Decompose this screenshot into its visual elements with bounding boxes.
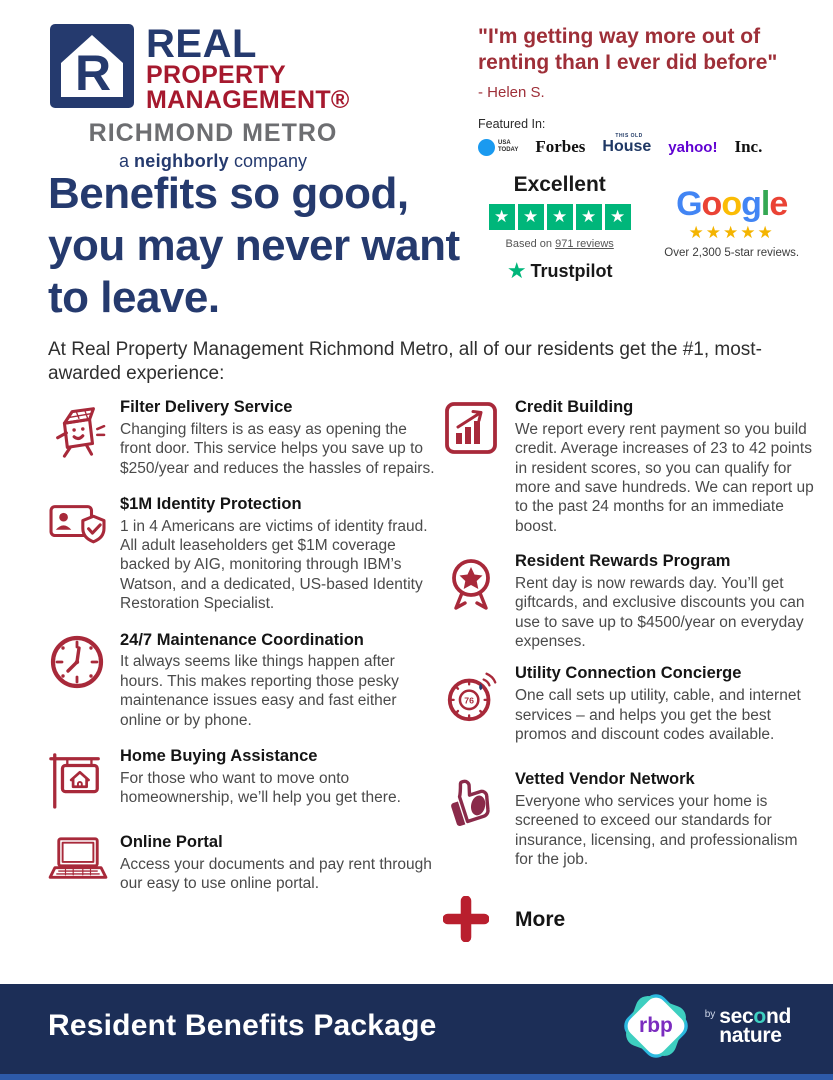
footer-bar: [0, 984, 833, 1080]
benefit-description: It always seems like things happen after hours. This makes reporting those pesky maintenance issues easy and fast either online or by phone.: [120, 653, 399, 729]
sn-nature: nature: [719, 1024, 782, 1047]
google-letter: e: [769, 185, 788, 224]
trustpilot-stars: [478, 204, 641, 230]
inc-logo: Inc.: [734, 137, 763, 157]
trustpilot-rating-label: Excellent: [513, 173, 606, 197]
sn-o: o: [753, 1004, 766, 1028]
benefit-description: Changing filters is as easy as opening the front door. This service helps you save up to $250/year and reduces the hassles of repairs.: [120, 420, 435, 477]
forbes-logo: Forbes: [535, 137, 586, 157]
google-letter: g: [741, 185, 761, 224]
tagline-a: a: [118, 150, 129, 171]
benefit-title: Home Buying Assistance: [120, 746, 318, 765]
tagline-company: company: [234, 150, 308, 171]
google-star-icon: ★: [688, 223, 706, 243]
usa-today-text1: USA: [498, 140, 511, 147]
benefit-description: One call sets up utility, cable, and internet services – and helps you get the best promos and discount codes available.: [515, 687, 801, 743]
bar-chart-growth-icon: [443, 398, 515, 461]
benefit-title: Utility Connection Concierge: [515, 664, 742, 683]
rbp-second-nature-logo: [619, 989, 791, 1063]
brand-name-management: MANAGEMENT®: [146, 85, 350, 114]
thumbs-up-icon: [443, 770, 515, 833]
benefit-maintenance: [48, 631, 436, 730]
id-card-shield-icon: [48, 495, 120, 554]
sn-nd: nd: [765, 1004, 791, 1028]
benefit-description: Access your documents and pay rent through our easy to use online portal.: [120, 855, 432, 893]
trustpilot-block: [478, 173, 641, 282]
brand-location: RICHMOND METRO: [88, 118, 338, 147]
benefit-description: 1 in 4 Americans are victims of identity fraud. All adult leaseholders get $1M coverage backed by AIG, monitoring through IBM’s Watson, and a dedicated, US-based Identity Restoration Specialist.: [120, 517, 428, 613]
reviews-section: [478, 173, 800, 282]
benefit-utility-concierge: [443, 664, 818, 744]
benefit-title: Filter Delivery Service: [120, 398, 293, 416]
plus-icon: [443, 894, 515, 947]
google-star-icon: ★: [723, 223, 741, 243]
usa-today-circle-icon: [478, 139, 495, 156]
trustpilot-star-icon: ★: [576, 204, 602, 230]
featured-in-label: Featured In:: [478, 117, 546, 132]
featured-in-section: [478, 117, 800, 157]
this-old-house-logo: [602, 133, 652, 156]
sn-sec: sec: [719, 1004, 754, 1028]
benefit-title: Online Portal: [120, 832, 223, 851]
page-headline: Benefits so good, you may never want to leave.: [48, 169, 460, 322]
benefit-title: Vetted Vendor Network: [515, 770, 695, 789]
svg-text:76: 76: [464, 695, 474, 706]
trustpilot-based-on: [478, 238, 641, 250]
benefit-title: Credit Building: [515, 398, 634, 416]
google-star-icon: ★: [757, 223, 775, 243]
google-logo: [663, 185, 800, 224]
benefits-column-right: [443, 398, 818, 947]
by-label: by: [704, 1008, 716, 1020]
testimonial-quote: "I'm getting way more out of renting than I ever did before": [478, 25, 778, 75]
tagline-neighborly: neighborly: [133, 150, 229, 171]
benefit-title: 24/7 Maintenance Coordination: [120, 630, 364, 649]
usa-today-logo: [478, 139, 518, 156]
clock-icon: [48, 631, 120, 696]
review-count-link[interactable]: 971 reviews: [555, 238, 614, 251]
more-label: More: [515, 908, 566, 932]
home-sale-sign-icon: [48, 747, 120, 816]
trustpilot-star-icon: ★: [518, 204, 544, 230]
benefit-online-portal: [48, 833, 436, 894]
top-right-block: [478, 24, 800, 282]
google-letter: l: [760, 185, 770, 224]
brand-name-property: PROPERTY: [146, 60, 286, 89]
benefit-rewards-program: [443, 552, 818, 651]
brand-name-real: REAL: [146, 22, 257, 66]
footer-title: Resident Benefits Package: [48, 1009, 437, 1042]
testimonial-author: - Helen S.: [478, 84, 545, 102]
based-on-text: Based on: [505, 238, 553, 251]
brand-block: [48, 22, 378, 172]
benefit-description: For those who want to move onto homeownership, we’ll help you get there.: [120, 769, 401, 807]
filter-delivery-box-icon: [48, 398, 120, 465]
benefit-description: Rent day is now rewards day. You’ll get giftcards, and exclusive discounts you can use to save up to $4500/year on everyday expenses.: [515, 574, 805, 650]
google-stars: [663, 223, 800, 243]
thermostat-dial-icon: [443, 664, 515, 731]
brand-wordmark: [146, 22, 350, 113]
laptop-icon: [48, 833, 120, 890]
benefit-title: Resident Rewards Program: [515, 552, 731, 571]
award-medal-icon: [443, 552, 515, 621]
benefit-description: We report every rent payment so you build credit. Average increases of 23 to 42 points in resident scores, so you can qualify for more and save hundreds. We can report up to the past 24 months for an immediate boost.: [515, 420, 814, 535]
benefit-filter-delivery: [48, 398, 436, 478]
benefits-column-left: [48, 398, 436, 910]
benefit-home-buying: [48, 747, 436, 816]
trustpilot-wordmark: [478, 260, 641, 282]
usa-today-text2: TODAY: [498, 147, 519, 154]
trustpilot-brand-text: Trustpilot: [530, 260, 613, 281]
trustpilot-star-icon: ★: [547, 204, 573, 230]
intro-paragraph: At Real Property Management Richmond Metro, all of our residents get the #1, most-awarded experience:: [48, 339, 762, 384]
svg-text:R: R: [74, 45, 112, 101]
trustpilot-star-icon: ★: [489, 204, 515, 230]
benefit-vetted-vendors: [443, 770, 818, 869]
house-small-text: THIS OLD: [615, 133, 643, 140]
benefit-description: Everyone who services your home is screened to exceed our standards for insurance, licensing, and professionalism for the job.: [515, 793, 798, 869]
second-nature-wordmark: [704, 1004, 791, 1047]
benefit-credit-building: [443, 398, 818, 536]
rbp-badge-icon: [619, 989, 693, 1063]
house-main-text: House: [602, 138, 652, 156]
benefit-title: $1M Identity Protection: [120, 494, 302, 513]
google-star-icon: ★: [705, 223, 724, 243]
google-letter: o: [721, 185, 742, 224]
trustpilot-green-star-icon: ★: [506, 258, 527, 284]
google-review-caption: Over 2,300 5-star reviews.: [664, 247, 800, 260]
google-block: [663, 173, 800, 282]
rbp-text: rbp: [638, 1013, 673, 1037]
benefit-more: [443, 894, 818, 947]
trustpilot-star-icon: ★: [605, 204, 631, 230]
rpm-logo-icon: [48, 22, 136, 110]
google-letter: G: [676, 185, 702, 224]
google-star-icon: ★: [740, 223, 758, 243]
benefit-identity-protection: [48, 495, 436, 614]
yahoo-logo: yahoo!: [668, 138, 718, 156]
google-letter: o: [701, 185, 722, 224]
